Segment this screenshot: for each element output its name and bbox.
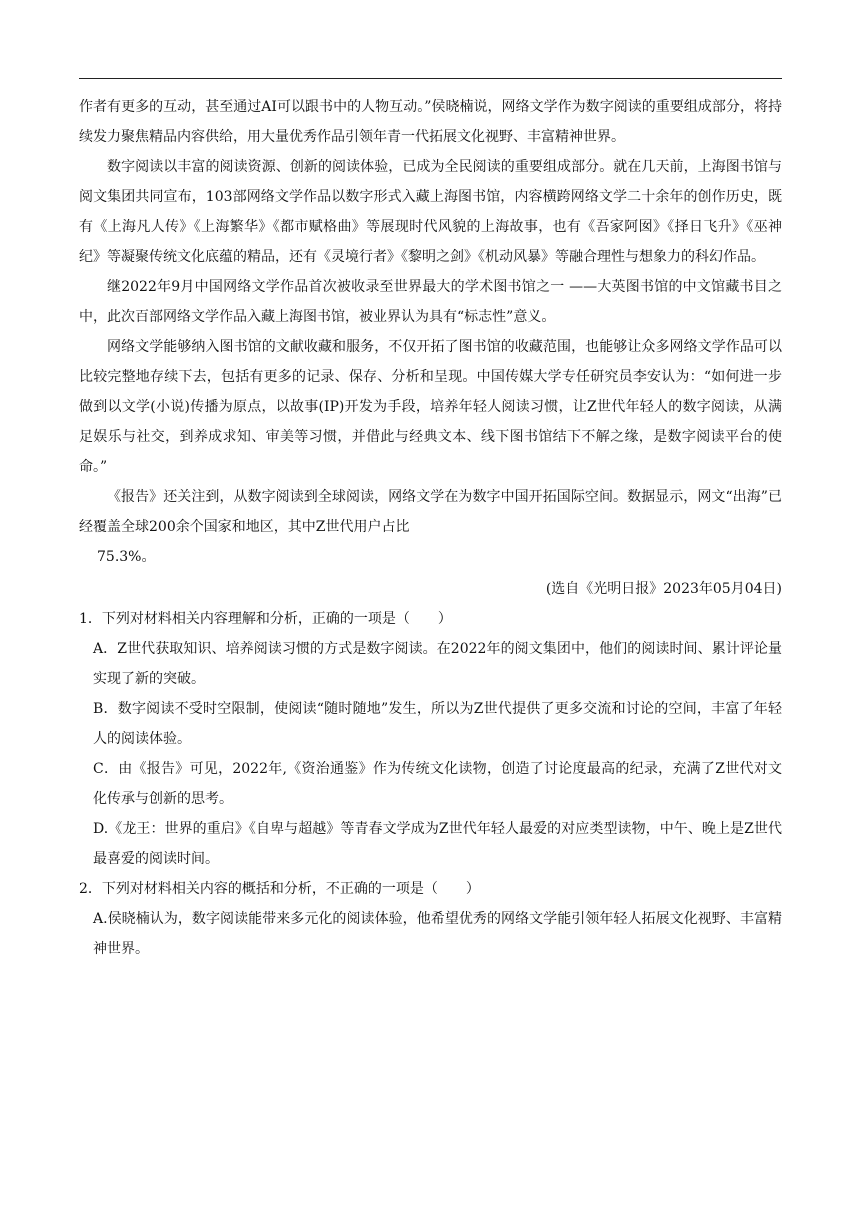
- document-body: [79, 92, 782, 964]
- question-option: C．由《报告》可见，2022年,《资治通鉴》作为传统文化读物，创造了讨论度最高的纪录，充满了Z世代对文化传承与创新的思考。: [93, 761, 782, 807]
- question-option: B．数字阅读不受时空限制，使阅读“随时随地”发生，所以为Z世代提供了更多交流和讨论的空间，丰富了年轻人的阅读体验。: [93, 701, 782, 747]
- paragraph: 《报告》还关注到，从数字阅读到全球阅读，网络文学在为数字中国开拓国际空间。数据显示，网文“出海”已经覆盖全球200余个国家和地区，其中Z世代用户占比: [79, 489, 782, 535]
- question-stem: 1．下列对材料相关内容理解和分析，正确的一项是（ ）: [79, 611, 452, 627]
- question-option: A.侯晓楠认为，数字阅读能带来多元化的阅读体验，他希望优秀的网络文学能引领年轻人拓展文化视野、丰富精神世界。: [93, 911, 782, 957]
- paragraph: 作者有更多的互动，甚至通过AI可以跟书中的人物互动。”侯晓楠说，网络文学作为数字阅读的重要组成部分，将持续发力聚焦精品内容供给，用大量优秀作品引领年青一代拓展文化视野、丰富精神世界。: [79, 99, 782, 145]
- question-stem: 2．下列对材料相关内容的概括和分析，不正确的一项是（ ）: [79, 881, 480, 897]
- header-rule: [79, 78, 782, 79]
- question-option: D.《龙王：世界的重启》《自卑与超越》等青春文学成为Z世代年轻人最爱的对应类型读物，中午、晚上是Z世代最喜爱的阅读时间。: [93, 821, 782, 867]
- paragraph: 继2022年9月中国网络文学作品首次被收录至世界最大的学术图书馆之一 ——大英图书馆的中文馆藏书目之中，此次百部网络文学作品入藏上海图书馆，被业界认为具有“标志性”意义。: [79, 279, 782, 325]
- question-option: A．Z世代获取知识、培养阅读习惯的方式是数字阅读。在2022年的阅文集团中，他们的阅读时间、累计评论量实现了新的突破。: [93, 641, 782, 687]
- source-citation: (选自《光明日报》2023年05月04日): [545, 581, 782, 597]
- paragraph: 75.3%。: [97, 549, 156, 565]
- paragraph: 网络文学能够纳入图书馆的文献收藏和服务，不仅开拓了图书馆的收藏范围，也能够让众多网络文学作品可以比较完整地存续下去，包括有更多的记录、保存、分析和呈现。中国传媒大学专任研究员李安认为：“如何进一步做到以文学(小说)传播为原点，以故事(IP)开发为手段，培养年轻人阅读习惯，让Z世代年轻人的数字阅读，从满足娱乐与社交，到养成求知、审美等习惯，并借此与经典文本、线下图书馆结下不解之缘，是数字阅读平台的使命。”: [79, 339, 782, 475]
- paragraph: 数字阅读以丰富的阅读资源、创新的阅读体验，已成为全民阅读的重要组成部分。就在几天前，上海图书馆与阅文集团共同宣布，103部网络文学作品以数字形式入藏上海图书馆，内容横跨网络文学二十余年的创作历史，既有《上海凡人传》《上海繁华》《都市赋格曲》等展现时代风貌的上海故事，也有《吾家阿囡》《择日飞升》《巫神纪》等凝聚传统文化底蕴的精品，还有《灵境行者》《黎明之剑》《机动风暴》等融合理性与想象力的科幻作品。: [79, 159, 782, 265]
